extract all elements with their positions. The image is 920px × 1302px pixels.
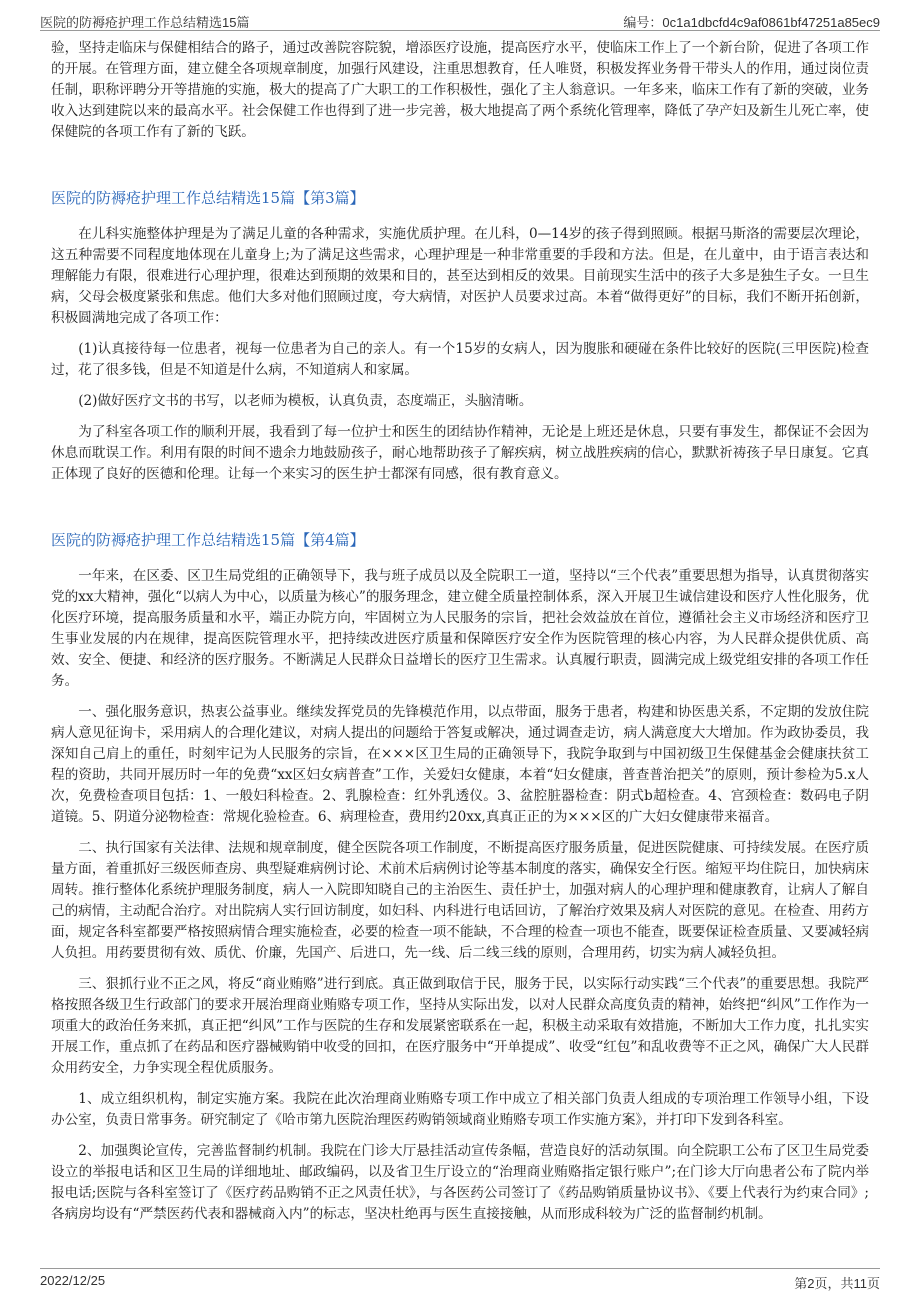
document-title: 医院的防褥疮护理工作总结精选15篇 (40, 15, 250, 30)
paragraph: 一、强化服务意识，热衷公益事业。继续发挥党员的先锋模范作用，以点带面，服务于患者，构建和协医患关系，不定期的发放住院病人意见征询卡，采用病人的合理化建议，对病人提出的问题给于答复或解决，通过调查走访，病人满意度大大增加。作为政协委员，我深知自己肩上的重任，时刻牢记为人民服务的宗旨，在×××区卫生局的正确领导下，我院争取到与中国初级卫生保健基金会健康扶贫工程的资助，共同开展历时一年的免费“xx区妇女病普查”工作，关爱妇女健康，本着“妇女健康，普查普治把关”的原则，预计参检为5.x人次，免费检查项目包括：1、一般妇科检查。2、乳腺检查：红外乳透仪。3、盆腔脏器检查：阴式b超检查。4、宫颈检查：数码电子阴道镜。5、阴道分泌物检查：常规化验检查。6、病理检查，费用约20xx,真真正正的为×××区的广大妇女健康带来福音。 (51, 704, 869, 825)
page-number: 第2页，共11页 (794, 1276, 880, 1291)
paragraph: 在儿科实施整体护理是为了满足儿童的各种需求，实施优质护理。在儿科，0—14岁的孩子得到照顾。根据马斯洛的需要层次理论，这五种需要不同程度地体现在儿童身上;为了满足这些需求，心理护理是一种非常重要的手段和方法。但是，在儿童中，由于语言表达和理解能力有限，很难进行心理护理，很难达到预期的效果和目的，甚至达到相反的效果。目前现实生活中的孩子大多是独生子女。一旦生病，父母会极度紧张和焦虑。他们大多对他们照顾过度，夸大病情，对医护人员要求过高。本着“做得更好”的目标，我们不断开拓创新，积极圆满地完成了各项工作： (51, 226, 869, 326)
section-heading-4: 医院的防褥疮护理工作总结精选15篇【第4篇】 (51, 531, 365, 549)
paragraph: 为了科室各项工作的顺利开展，我看到了每一位护士和医生的团结协作精神，无论是上班还是休息，只要有事发生，都保证不会因为休息而耽误工作。利用有限的时间不遗余力地鼓励孩子，耐心地帮助孩子了解疾病，树立战胜疾病的信心，默默祈祷孩子早日康复。它真正体现了良好的医德和伦理。让每一个来实习的医生护士都深有同感，很有教育意义。 (51, 424, 869, 482)
paragraph: 一年来，在区委、区卫生局党组的正确领导下，我与班子成员以及全院职工一道，坚持以“三个代表”重要思想为指导，认真贯彻落实党的xx大精神，强化“以病人为中心，以质量为核心”的服务理念，建立健全质量控制体系，深入开展卫生诚信建设和医疗人性化服务，优化医疗环境，提高服务质量和水平，端正办院方向，牢固树立为人民服务的宗旨，把社会效益放在首位，遵循社会主义市场经济和医疗卫生事业发展的内在规律，提高医院管理水平，把持续改进医疗质量和保障医疗安全作为医院管理的核心内容，为人民群众提供优质、高效、安全、便捷、和经济的医疗服务。不断满足人民群众日益增长的医疗卫生需求。认真履行职责，圆满完成上级党组安排的各项工作任务。 (51, 568, 869, 689)
paragraph: 二、执行国家有关法律、法规和规章制度，健全医院各项工作制度，不断提高医疗服务质量，促进医院健康、可持续发展。在医疗质量方面，着重抓好三级医师查房、典型疑难病例讨论、术前术后病例讨论等基本制度的落实，确保安全行医。缩短平均住院日，加快病床周转。推行整体化系统护理服务制度，病人一入院即知晓自己的主治医生、责任护士，加强对病人的心理护理和健康教育，让病人了解自己的病情，主动配合治疗。对出院病人实行回访制度，如妇科、内科进行电话回访，了解治疗效果及病人对医院的意见。在检查、用药方面，规定各科室都要严格按照病情合理实施检查，必要的检查一项不能缺，不合理的检查一项也不能查，既要保证检查质量、又要减轻病人负担。用药要贯彻有效、质优、价廉，先国产、后进口，先一线、后二线三线的原则，合理用药，切实为病人减轻负担。 (51, 840, 869, 961)
paragraph: (1)认真接待每一位患者，视每一位患者为自己的亲人。有一个15岁的女病人，因为腹胀和硬碰在条件比较好的医院(三甲医院)检查过，花了很多钱，但是不知道是什么病，不知道病人和家属。 (51, 341, 869, 378)
page-header (40, 8, 880, 31)
document-body (51, 38, 869, 1235)
paragraph: 2、加强舆论宣传，完善监督制约机制。我院在门诊大厅悬挂活动宣传条幅，营造良好的活动氛围。向全院职工公布了区卫生局党委设立的举报电话和区卫生局的详细地址、邮政编码，以及省卫生厅设立的“治理商业贿赂指定银行账户”;在门诊大厅向患者公布了院内举报电话;医院与各科室签订了《医疗药品购销不正之风责任状》，与各医药公司签订了《药品购销质量协议书》、《要上代表行为约束合同》;各病房均设有“严禁医药代表和器械商入内”的标志，坚决杜绝再与医生直接接触，从而形成科较为广泛的监督制约机制。 (51, 1143, 869, 1222)
document-code: 编号：0c1a1dbcfd4c9af0861bf47251a85ec9 (623, 15, 880, 30)
section-heading-3: 医院的防褥疮护理工作总结精选15篇【第3篇】 (51, 189, 365, 207)
paragraph: 1、成立组织机构，制定实施方案。我院在此次治理商业贿赂专项工作中成立了相关部门负责人组成的专项治理工作领导小组，下设办公室，负责日常事务。研究制定了《哈市第九医院治理医药购销领域商业贿赂专项工作实施方案》，并打印下发到各科室。 (51, 1091, 869, 1128)
paragraph-continued: 验，坚持走临床与保健相结合的路子，通过改善院容院貌，增添医疗设施，提高医疗水平，使临床工作上了一个新台阶，促进了各项工作的开展。在管理方面，建立健全各项规章制度，加强行风建设，注重思想教育，任人唯贤，积极发挥业务骨干带头人的作用，通过岗位责任制，职称评聘分开等措施的实施，极大的提高了广大职工的工作积极性，强化了主人翁意识。一年多来，临床工作有了新的突破，业务收入达到建院以来的最高水平。社会保健工作也得到了进一步完善，极大地提高了两个系统化管理率，降低了孕产妇及新生儿死亡率，使保健院的各项工作有了新的飞跃。 (51, 40, 869, 140)
paragraph: (2)做好医疗文书的书写，以老师为模板，认真负责，态度端正，头脑清晰。 (78, 393, 533, 409)
page-footer (40, 1268, 880, 1293)
paragraph: 三、狠抓行业不正之风，将反“商业贿赂”进行到底。真正做到取信于民，服务于民，以实际行动实践“三个代表”的重要思想。我院严格按照各级卫生行政部门的要求开展治理商业贿赂专项工作，坚持从实际出发，以对人民群众高度负责的精神，始终把“纠风”工作作为一项重大的政治任务来抓，真正把“纠风”工作与医院的生存和发展紧密联系在一起，积极主动采取有效措施，不断加大工作力度，扎扎实实开展工作，重点抓了在药品和医疗器械购销中收受的回扣，在医疗服务中“开单提成”、收受“红包”和乱收费等不正之风，确保广大人民群众用药安全，力争实现全程优质服务。 (51, 976, 869, 1076)
footer-date: 2022/12/25 (40, 1273, 106, 1288)
